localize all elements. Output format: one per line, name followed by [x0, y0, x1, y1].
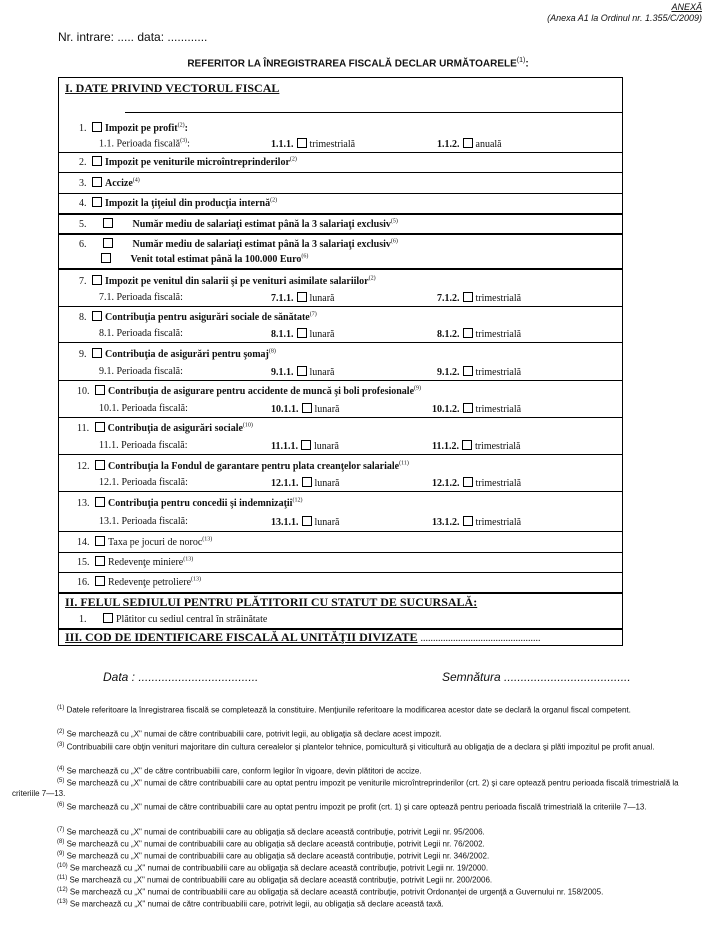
item-13-checkbox[interactable]	[95, 497, 105, 507]
item-11-opt2-checkbox[interactable]	[462, 440, 472, 450]
item-1-checkbox[interactable]	[92, 122, 102, 132]
item-sup: (7)	[309, 311, 317, 318]
item-label: Impozit pe profit	[105, 123, 178, 134]
section-2-title-text: II. FELUL SEDIULUI PENTRU PLĂTITORII CU STATUT DE SUCURSALĂ:	[65, 595, 478, 609]
divider-thick	[59, 213, 622, 215]
section-2-title	[65, 595, 477, 610]
footnote-sup: (5)	[57, 778, 65, 784]
footnote-13	[12, 897, 706, 910]
item-label: Redevenţe petroliere	[108, 577, 192, 588]
footnote-text: Se marchează cu „X" numai de către contribuabilii care au optat pentru impozit pe veniturile microîntreprinderilor (crt. 2) şi care optează pentru perioada fiscală trimestrială la criteriile 7—13.	[12, 778, 679, 798]
item-label: Accize	[105, 178, 133, 189]
item-number: 9.	[79, 349, 87, 360]
footnote-text: Se marchează cu „X" numai de către contribuabilii care, potrivit legii, au obligaţia să declare această taxă.	[69, 899, 444, 909]
item-label: Număr mediu de salariaţi estimat până la 3 salariaţi exclusiv	[132, 219, 391, 230]
divider	[59, 552, 622, 553]
opt-label: trimestrială	[309, 139, 356, 150]
opt-code: 7.1.2.	[437, 293, 460, 304]
item-number: 5.	[79, 219, 87, 230]
item-4-checkbox[interactable]	[92, 197, 102, 207]
item-13	[77, 497, 302, 509]
item-13-opt1	[271, 516, 340, 528]
entry-number: Nr. intrare: ..... data: ............	[58, 30, 208, 44]
item-number: 13.	[77, 498, 90, 509]
footnote-sup: (12)	[57, 887, 68, 893]
item-9-opt1-checkbox[interactable]	[297, 366, 307, 376]
footnote-9	[12, 849, 706, 862]
opt-code: 10.1.2.	[432, 404, 460, 415]
item-13-opt2	[432, 516, 521, 528]
footnote-sup: (13)	[57, 899, 68, 905]
item-7	[79, 275, 376, 287]
divider	[59, 152, 622, 153]
item-13-period	[99, 516, 188, 527]
opt-label: lunară	[314, 478, 340, 489]
item-12-period	[99, 477, 188, 488]
section-1-title-text: I. DATE PRIVIND VECTORUL FISCAL	[65, 81, 280, 95]
item-7-opt2	[437, 292, 521, 304]
opt-code: 8.1.1.	[271, 329, 294, 340]
item-number: 3.	[79, 178, 87, 189]
period-label: 7.1. Perioada fiscală:	[99, 292, 183, 303]
item-11	[77, 422, 253, 434]
opt-label: trimestrială	[474, 441, 521, 452]
item-9-opt2	[437, 366, 521, 378]
item-1-opt1-checkbox[interactable]	[297, 138, 307, 148]
divider	[59, 417, 622, 418]
divider	[59, 306, 622, 307]
item-8	[79, 311, 317, 323]
item-1-opt2-checkbox[interactable]	[463, 138, 473, 148]
item-14-checkbox[interactable]	[95, 536, 105, 546]
item-label: Taxa pe jocuri de noroc	[108, 537, 203, 548]
footnote-sup: (7)	[57, 827, 65, 833]
item-number: 1.	[79, 123, 87, 134]
item-number: 2.	[79, 157, 87, 168]
item-label: Impozit pe venitul din salarii şi pe venituri asimilate salariilor	[105, 276, 369, 287]
form-title-text: REFERITOR LA ÎNREGISTRAREA FISCALĂ DECLAR URMĂTOARELE	[187, 58, 517, 70]
item-12	[77, 460, 409, 472]
item-5-checkbox[interactable]	[103, 218, 113, 228]
opt-label: trimestrială	[475, 329, 522, 340]
footnote-5	[12, 776, 706, 799]
item-sup: (8)	[268, 348, 276, 355]
item-7-checkbox[interactable]	[92, 275, 102, 285]
item-label: Plătitor cu sediul central în străinătate	[116, 614, 268, 625]
item-13-opt1-checkbox[interactable]	[302, 516, 312, 526]
opt-label: lunară	[314, 517, 340, 528]
item-11-opt1	[271, 440, 339, 452]
item-12-opt2	[432, 477, 521, 489]
opt-code: 12.1.2.	[432, 478, 460, 489]
signature-field[interactable]: Semnătura ......................................	[442, 670, 631, 684]
footnote-11	[12, 873, 706, 886]
period-label: 11.1. Perioada fiscală:	[99, 440, 188, 451]
item-11-opt1-checkbox[interactable]	[301, 440, 311, 450]
footnote-sup: (6)	[57, 802, 65, 808]
item-number: 10.	[77, 386, 90, 397]
item-4	[79, 197, 277, 209]
item-sup: (2)	[289, 156, 297, 163]
item-number: 16.	[77, 577, 90, 588]
section-3-title-text: III. COD DE IDENTIFICARE FISCALĂ AL UNITĂŢII DIVIZATE	[65, 630, 418, 644]
item-label: Impozit pe veniturile microîntreprinderilor	[105, 157, 290, 168]
item-label: Contribuţia de asigurare pentru accidente de muncă şi boli profesionale	[108, 386, 415, 397]
item-label: Contribuţia la Fondul de garantare pentru plata creanţelor salariale	[108, 461, 400, 472]
annex-title: ANEXĂ	[671, 2, 702, 12]
footnote-text: Datele referitoare la înregistrarea fiscală se completează la constituire. Menţiunile referitoare la modificarea acestor date se declară la organul fiscal competent.	[66, 705, 631, 715]
item-9-checkbox[interactable]	[92, 348, 102, 358]
item-8-opt2	[437, 328, 521, 340]
footnote-sup: (1)	[57, 705, 65, 711]
annex-order: (Anexa A1 la Ordinul nr. 1.355/C/2009)	[547, 13, 702, 23]
item-10-opt2-checkbox[interactable]	[463, 403, 473, 413]
item-sup: (4)	[132, 177, 140, 184]
item-1-opt1	[271, 138, 355, 150]
period-label: 8.1. Perioada fiscală:	[99, 328, 183, 339]
opt-code: 11.1.2.	[432, 441, 459, 452]
item-number: 6.	[79, 239, 87, 250]
footnote-10	[12, 861, 706, 874]
footnote-sup: (10)	[57, 863, 68, 869]
opt-code: 11.1.1.	[271, 441, 298, 452]
item-1	[79, 122, 188, 134]
period-label: 9.1. Perioada fiscală:	[99, 366, 183, 377]
footnote-text: Se marchează cu „X" numai de contribuabilii care au obligaţia să declare această contribuţie, potrivit Legii nr. 346/2002.	[66, 851, 490, 861]
item-10-period	[99, 403, 188, 414]
opt-code: 8.1.2.	[437, 329, 460, 340]
opt-code: 1.1.1.	[271, 139, 294, 150]
opt-label: trimestrială	[475, 367, 522, 378]
item-15	[77, 556, 193, 568]
divider	[59, 193, 622, 194]
item-12-opt1-checkbox[interactable]	[302, 477, 312, 487]
item-10	[77, 385, 421, 397]
item-13-opt2-checkbox[interactable]	[463, 516, 473, 526]
footnote-3	[12, 740, 706, 753]
item-10-opt1	[271, 403, 340, 415]
item-6b-checkbox[interactable]	[101, 253, 111, 263]
branch-checkbox[interactable]	[103, 613, 113, 623]
footnote-sup: (9)	[57, 851, 65, 857]
item-suffix: :	[184, 123, 188, 134]
item-label: Redevenţe miniere	[108, 557, 184, 568]
footnote-text: Se marchează cu „X" numai de contribuabilii care au obligaţia să declare această contribuţie, potrivit Ordonanţei de urgenţă a Guvernului nr. 158/2005.	[69, 887, 604, 897]
divider	[59, 380, 622, 381]
opt-label: trimestrială	[475, 478, 522, 489]
opt-code: 1.1.2.	[437, 139, 460, 150]
item-3-checkbox[interactable]	[92, 177, 102, 187]
item-12-opt1	[271, 477, 340, 489]
footnote-sup: (4)	[57, 766, 65, 772]
item-sup: (5)	[390, 218, 398, 225]
divider	[59, 572, 622, 573]
item-10-checkbox[interactable]	[95, 385, 105, 395]
opt-label: anuală	[475, 139, 502, 150]
item-2	[79, 156, 297, 168]
period-sup: (3)	[180, 138, 188, 144]
period-label: 13.1. Perioada fiscală:	[99, 516, 188, 527]
item-15-checkbox[interactable]	[95, 556, 105, 566]
item-2-checkbox[interactable]	[92, 156, 102, 166]
item-sup: (9)	[414, 385, 422, 392]
opt-label: lunară	[309, 293, 335, 304]
item-8-opt2-checkbox[interactable]	[463, 328, 473, 338]
divider-thick	[59, 592, 622, 594]
opt-label: trimestrială	[475, 517, 522, 528]
item-12-checkbox[interactable]	[95, 460, 105, 470]
item-number: 15.	[77, 557, 90, 568]
footnote-sup: (3)	[57, 742, 65, 748]
opt-code: 10.1.1.	[271, 404, 299, 415]
footnote-6	[12, 800, 706, 813]
opt-code: 13.1.1.	[271, 517, 299, 528]
item-8-opt1-checkbox[interactable]	[297, 328, 307, 338]
item-label: Contribuţia pentru asigurări sociale de sănătate	[105, 312, 310, 323]
item-8-checkbox[interactable]	[92, 311, 102, 321]
opt-label: lunară	[309, 329, 335, 340]
item-16-checkbox[interactable]	[95, 576, 105, 586]
footnote-2	[12, 727, 706, 740]
item-8-opt1	[271, 328, 335, 340]
footnote-text: Se marchează cu „X" de către contribuabilii care, conform legilor în vigoare, devin plătitori de accize.	[66, 766, 422, 776]
item-sup: (11)	[399, 460, 409, 467]
item-label: Contribuţia pentru concedii şi indemnizaţii	[108, 498, 293, 509]
period-label: 1.1. Perioada fiscală	[99, 138, 181, 150]
opt-label: lunară	[313, 441, 339, 452]
footnote-text: Se marchează cu „X" numai de către contribuabilii care, potrivit legii, au obligaţia să declare acest impozit.	[66, 729, 442, 739]
item-6	[79, 238, 398, 250]
item-sup: (13)	[191, 576, 202, 583]
item-6-checkbox[interactable]	[103, 238, 113, 248]
item-7-opt1	[271, 292, 335, 304]
item-number: 8.	[79, 312, 87, 323]
form-title-colon: :	[525, 58, 529, 70]
item-sup: (6)	[390, 238, 398, 245]
opt-label: lunară	[314, 404, 340, 415]
footnote-text: Se marchează cu „X" numai de contribuabilii care au obligaţia să declare această contribuţie, potrivit Legii nr. 19/2000.	[69, 863, 489, 873]
date-field[interactable]: Data : ....................................	[103, 670, 259, 684]
item-8-period	[99, 328, 183, 339]
item-9-opt1	[271, 366, 335, 378]
item-number: 4.	[79, 198, 87, 209]
footnote-text: Se marchează cu „X" numai de contribuabilii care au obligaţia să declare această contribuţie, potrivit Legii nr. 200/2006.	[69, 875, 493, 885]
item-10-opt2	[432, 403, 521, 415]
divider	[59, 491, 622, 492]
divided-unit-cif-field[interactable]: ................................................	[420, 633, 541, 644]
annex-reference	[547, 2, 702, 24]
footnote-7	[12, 825, 706, 838]
period-label: 12.1. Perioada fiscală:	[99, 477, 188, 488]
opt-code: 13.1.2.	[432, 517, 460, 528]
item-number: 12.	[77, 461, 90, 472]
divider	[125, 112, 622, 113]
footnote-8	[12, 837, 706, 850]
item-sup: (6)	[301, 253, 309, 260]
footnote-text: Se marchează cu „X" numai de contribuabilii care au obligaţia să declare această contribuţie, potrivit Legii nr. 76/2002.	[66, 839, 485, 849]
period-label: 10.1. Perioada fiscală:	[99, 403, 188, 414]
item-9-opt2-checkbox[interactable]	[463, 366, 473, 376]
footnote-4	[12, 764, 706, 777]
item-sup: (13)	[183, 556, 194, 563]
footnote-12	[12, 885, 706, 898]
section-3-title	[65, 630, 541, 645]
opt-code: 9.1.2.	[437, 367, 460, 378]
opt-label: trimestrială	[475, 293, 522, 304]
divider	[59, 531, 622, 532]
item-16	[77, 576, 201, 588]
divider	[59, 172, 622, 173]
footnote-text: Contribuabilii care obţin venituri majoritare din cultura cerealelor şi plantelor tehnice, pomicultură şi viticultură au obligaţia de a declara şi plăti impozitul pe profit anual.	[66, 742, 655, 752]
item-9-period	[99, 366, 183, 377]
opt-label: trimestrială	[475, 404, 522, 415]
item-sup: (2)	[368, 275, 376, 282]
item-number: 1.	[79, 614, 87, 625]
section-1-title	[65, 81, 279, 96]
item-3	[79, 177, 140, 189]
form-title-sup: (1)	[516, 57, 526, 64]
item-7-opt2-checkbox[interactable]	[463, 292, 473, 302]
item-10-opt1-checkbox[interactable]	[302, 403, 312, 413]
item-7-period	[99, 292, 183, 303]
item-label: Număr mediu de salariaţi estimat până la 3 salariaţi exclusiv	[132, 239, 391, 250]
opt-label: lunară	[309, 367, 335, 378]
item-sup: (13)	[202, 536, 213, 543]
item-1-period: 1.1. Perioada fiscală$^{(3)}$:	[99, 138, 190, 150]
footnote-1	[12, 703, 706, 716]
footnote-text: Se marchează cu „X" numai de contribuabilii care au obligaţia să declare această contribuţie, potrivit Legii nr. 95/2006.	[66, 827, 485, 837]
section-2-item	[79, 613, 267, 625]
item-11-checkbox[interactable]	[95, 422, 105, 432]
footnote-sup: (11)	[57, 875, 68, 881]
item-7-opt1-checkbox[interactable]	[297, 292, 307, 302]
item-label: Contribuţia de asigurări pentru şomaj	[105, 349, 269, 360]
item-sup: (2)	[270, 197, 278, 204]
divider-thick	[59, 233, 622, 235]
item-11-opt2	[432, 440, 521, 452]
item-9	[79, 348, 276, 360]
item-sup: (10)	[242, 422, 253, 429]
form-title	[0, 57, 716, 69]
item-label: Venit total estimat până la 100.000 Euro	[130, 254, 302, 265]
footnote-sup: (8)	[57, 839, 65, 845]
item-12-opt2-checkbox[interactable]	[463, 477, 473, 487]
fiscal-form-box	[58, 77, 623, 646]
item-number: 11.	[77, 423, 90, 434]
item-number: 14.	[77, 537, 90, 548]
item-label: Impozit la ţiţeiul din producţia internă	[105, 198, 271, 209]
opt-code: 12.1.1.	[271, 478, 299, 489]
divider	[59, 342, 622, 343]
item-1-opt2	[437, 138, 502, 150]
item-11-period	[99, 440, 188, 451]
item-label: Contribuţia de asigurări sociale	[107, 423, 243, 434]
divider	[59, 454, 622, 455]
item-5	[79, 218, 398, 230]
footnote-sup: (2)	[57, 729, 65, 735]
item-6-second	[95, 253, 308, 265]
opt-code: 7.1.1.	[271, 293, 294, 304]
item-number: 7.	[79, 276, 87, 287]
item-14	[77, 536, 212, 548]
item-sup: (12)	[292, 497, 303, 504]
item-sup: (2)	[177, 122, 185, 129]
footnote-text: Se marchează cu „X" numai de către contribuabilii care au optat pentru impozit pe profit (crt. 1) şi care optează pentru perioada fiscală trimestrială la criteriile 7—13.	[66, 802, 647, 812]
divider-thick	[59, 268, 622, 270]
opt-code: 9.1.1.	[271, 367, 294, 378]
